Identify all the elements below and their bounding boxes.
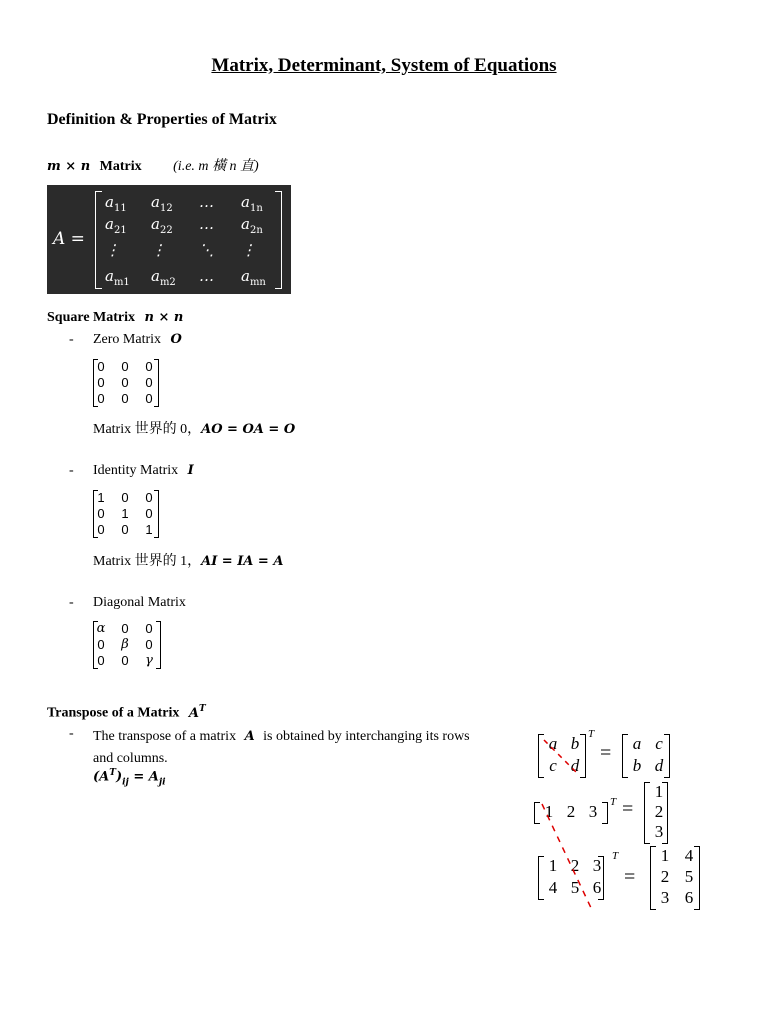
- transpose-description: [93, 726, 513, 770]
- general-matrix-entry: $a_{mn}$: [241, 267, 266, 288]
- matrix-entry: 0: [121, 621, 129, 636]
- figure-matrix-entry: a: [632, 734, 642, 753]
- formula-sup: T: [109, 768, 116, 778]
- figure-matrix-entry: b: [570, 734, 580, 753]
- general-matrix-entry: ⋮: [105, 241, 120, 259]
- diagonal-highlight: [530, 726, 710, 916]
- matrix-entry: 1: [145, 522, 153, 537]
- transpose-figure: [530, 726, 710, 916]
- formula-rp: ): [115, 769, 123, 785]
- formula-eq: = A: [128, 769, 159, 785]
- mxn-math: m × n: [47, 159, 91, 174]
- zero-note-text: Matrix 世界的 0，: [93, 422, 202, 437]
- general-matrix-entry: ⋮: [151, 241, 166, 259]
- formula-sub: ij: [122, 777, 129, 788]
- matrix-entry: 0: [97, 522, 105, 537]
- matrix-entry: 0: [97, 375, 105, 390]
- diagonal-label: Diagonal Matrix: [93, 595, 186, 610]
- transpose-label: Transpose of a Matrix: [47, 705, 180, 721]
- identity-matrix: [93, 490, 159, 538]
- matrix-entry: 1: [97, 490, 105, 505]
- identity-symbol: I: [187, 463, 194, 478]
- transpose-sup: T: [198, 704, 206, 714]
- general-matrix-entry: $a_{2n}$: [241, 215, 263, 236]
- figure-matrix-entry: 1: [660, 846, 670, 865]
- matrix-entry: 0: [121, 653, 129, 668]
- square-label: Square Matrix: [47, 310, 136, 325]
- figure-matrix-entry: d: [570, 756, 580, 775]
- ex1-diagonal-line: [544, 740, 576, 772]
- transpose-heading: [47, 704, 206, 722]
- figure-matrix-entry: 6: [592, 878, 602, 897]
- transpose-bullet: -: [69, 726, 74, 741]
- general-matrix-entry: $a_{11}$: [105, 193, 127, 214]
- figure-matrix-entry: 3: [660, 888, 670, 907]
- matrix-entry: 0: [145, 506, 153, 521]
- matrix-entry: 0: [97, 391, 105, 406]
- general-matrix-entry: $a_{21}$: [105, 215, 127, 236]
- transpose-desc-1b: is obtained by interchanging its rows: [263, 729, 470, 744]
- formula-sub2: ji: [158, 777, 166, 788]
- matrix-entry: 0: [145, 391, 153, 406]
- matrix-entry: 0: [97, 359, 105, 374]
- figure-matrix-entry: 1: [654, 782, 664, 801]
- zero-symbol: O: [170, 332, 182, 347]
- identity-heading: [93, 463, 194, 479]
- transpose-desc-2: and columns.: [93, 751, 168, 766]
- figure-matrix-entry: 1: [544, 802, 554, 821]
- matrix-entry: 0: [145, 621, 153, 636]
- diagonal-bullet: -: [69, 595, 74, 610]
- zero-bullet: -: [69, 332, 74, 347]
- matrix-entry: 0: [145, 490, 153, 505]
- matrix-entry: 0: [121, 375, 129, 390]
- figure-matrix-entry: 2: [566, 802, 576, 821]
- figure-matrix-entry: 4: [684, 846, 694, 865]
- matrix-entry: 0: [121, 490, 129, 505]
- figure-matrix-entry: 6: [684, 888, 694, 907]
- ex2-equals: =: [622, 798, 634, 820]
- zero-heading: [93, 332, 182, 348]
- figure-matrix-entry: 5: [684, 867, 694, 886]
- general-matrix-left-bracket: [95, 191, 102, 289]
- figure-matrix-entry: b: [632, 756, 642, 775]
- matrix-entry: 0: [97, 653, 105, 668]
- figure-matrix-entry: 3: [588, 802, 598, 821]
- figure-matrix-entry: c: [655, 734, 663, 753]
- mxn-label: Matrix: [99, 159, 142, 174]
- general-matrix-entry: $a_{22}$: [151, 215, 173, 236]
- general-matrix-entry: $a_{1n}$: [241, 193, 263, 214]
- zero-label: Zero Matrix: [93, 332, 162, 347]
- square-heading: [47, 310, 183, 326]
- section-heading: Definition & Properties of Matrix: [47, 111, 277, 128]
- transpose-formula: [93, 768, 166, 787]
- formula-lhs: (A: [93, 769, 110, 785]
- matrix-entry: 0: [145, 375, 153, 390]
- matrix-entry: β: [121, 637, 129, 652]
- figure-matrix-entry: 2: [660, 867, 670, 886]
- matrix-entry: 1: [121, 506, 129, 521]
- matrix-entry: γ: [145, 653, 153, 668]
- zero-note-math: AO = OA = O: [201, 422, 296, 437]
- figure-matrix-entry: 2: [654, 802, 664, 821]
- figure-matrix-entry: 2: [570, 856, 580, 875]
- identity-note-math: AI = IA = A: [201, 554, 284, 569]
- general-matrix-right-bracket: [275, 191, 282, 289]
- square-math: n × n: [144, 310, 184, 325]
- diagonal-matrix: [93, 621, 161, 669]
- transpose-desc-sym: A: [244, 729, 255, 744]
- matrix-entry: 0: [121, 522, 129, 537]
- matrix-entry: 0: [121, 391, 129, 406]
- figure-matrix-entry: 3: [592, 856, 602, 875]
- identity-bullet: -: [69, 463, 74, 478]
- zero-note: [93, 418, 295, 438]
- general-matrix-entry: $a_{m2}$: [151, 267, 176, 288]
- figure-matrix-entry: 1: [548, 856, 558, 875]
- page-title: Matrix, Determinant, System of Equations: [211, 55, 557, 76]
- figure-matrix-entry: d: [654, 756, 664, 775]
- figure-matrix-entry: c: [549, 756, 557, 775]
- ex2-sup: T: [610, 796, 617, 808]
- zero-matrix: [93, 359, 159, 407]
- transpose-desc-1: The transpose of a matrix: [93, 729, 237, 744]
- mxn-note: (i.e. m 橫 n 直): [173, 159, 259, 174]
- matrix-entry: 0: [145, 359, 153, 374]
- general-matrix-entry: …: [199, 193, 214, 211]
- matrix-entry: 0: [145, 637, 153, 652]
- figure-matrix-entry: 3: [654, 822, 664, 841]
- matrix-entry: α: [96, 621, 106, 636]
- general-matrix-lhs: A =: [53, 229, 85, 249]
- general-matrix-entry: …: [199, 215, 214, 233]
- figure-matrix-entry: 4: [548, 878, 558, 897]
- figure-matrix-entry: 5: [570, 878, 580, 897]
- general-matrix-entry: ⋱: [199, 241, 214, 259]
- mxn-heading: [47, 155, 259, 175]
- ex3-equals: =: [624, 866, 636, 888]
- figure-matrix-entry: a: [548, 734, 558, 753]
- general-matrix-image: [47, 185, 291, 294]
- ex1-sup: T: [588, 728, 595, 740]
- ex3-diagonal-line: [542, 804, 592, 910]
- ex3-sup: T: [612, 850, 619, 862]
- transpose-math: A: [188, 705, 199, 721]
- general-matrix-entry: $a_{m1}$: [105, 267, 130, 288]
- general-matrix-entry: $a_{12}$: [151, 193, 173, 214]
- identity-note: [93, 550, 283, 570]
- identity-note-text: Matrix 世界的 1，: [93, 554, 202, 569]
- matrix-entry: 0: [121, 359, 129, 374]
- identity-label: Identity Matrix: [93, 463, 179, 478]
- matrix-entry: 0: [97, 506, 105, 521]
- general-matrix-entry: …: [199, 267, 214, 285]
- ex1-equals: =: [600, 742, 612, 764]
- matrix-entry: 0: [97, 637, 105, 652]
- general-matrix-entry: ⋮: [241, 241, 256, 259]
